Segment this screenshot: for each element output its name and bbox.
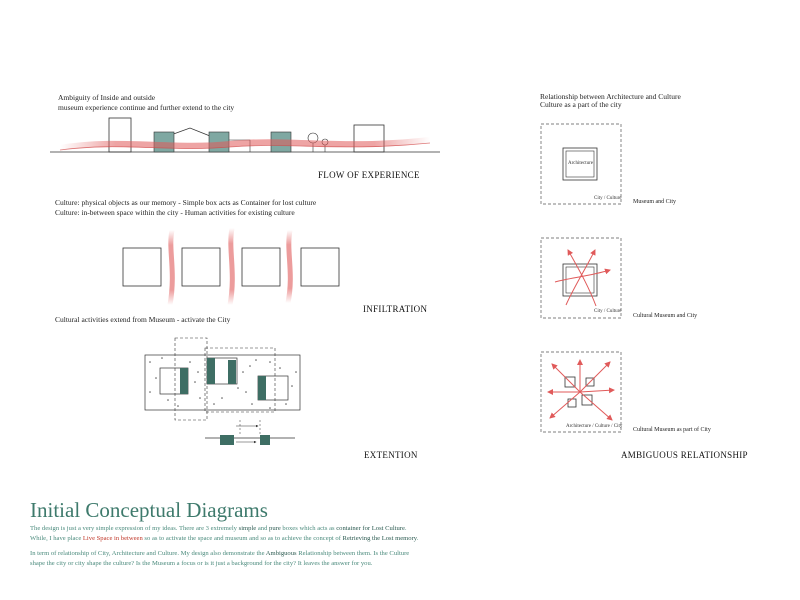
infiltration-band bbox=[230, 228, 232, 305]
extention-note: Cultural activities extend from Museum - activate the City bbox=[55, 315, 231, 324]
roof-line bbox=[168, 128, 210, 136]
infiltration-caption: INFILTRATION bbox=[363, 304, 428, 314]
box1-label: Museum and City bbox=[633, 199, 676, 205]
box3-label: Cultural Museum as part of City bbox=[633, 427, 711, 433]
museum-box-dark bbox=[258, 376, 266, 400]
building-outline bbox=[354, 125, 384, 152]
relationship-header-2: Culture as a part of the city bbox=[540, 100, 622, 109]
relationship-caption: AMBIGUOUS RELATIONSHIP bbox=[621, 450, 748, 460]
extention-caption: EXTENTION bbox=[364, 450, 418, 460]
extention-diagram bbox=[145, 338, 300, 445]
culture-box bbox=[123, 248, 161, 286]
box1-inner-label: Architecture bbox=[568, 161, 593, 166]
page-title: Initial Conceptual Diagrams bbox=[30, 498, 268, 522]
flow-note-2: museum experience continue and further extend to the city bbox=[58, 103, 235, 112]
relationship-diagram-2 bbox=[541, 238, 621, 318]
box2-label: Cultural Museum and City bbox=[633, 313, 698, 319]
description-line-4: shape the city or city shape the culture? Is the Museum a focus or is it just a background for the city? It leaves the answer for you. bbox=[30, 560, 373, 567]
box3-corner-label: Architecture / Culture / City bbox=[566, 424, 623, 429]
flow-arrow bbox=[566, 250, 595, 305]
infiltration-band bbox=[288, 230, 290, 303]
culture-box bbox=[242, 248, 280, 286]
museum-box-dark bbox=[207, 358, 215, 384]
museum-box-dark bbox=[228, 360, 236, 384]
culture-box bbox=[301, 248, 339, 286]
box2-corner-label: City / Culture bbox=[594, 309, 622, 314]
infiltration-note-2: Culture: in-between space within the city - Human activities for existing culture bbox=[55, 208, 295, 217]
description-line-1: The design is just a very simple expression of my ideas. There are 3 extremely simple and pure boxes which acts as container for Lost Culture. bbox=[30, 525, 407, 532]
relationship-header-1: Relationship between Architecture and Culture bbox=[540, 92, 681, 101]
infiltration-band bbox=[170, 230, 172, 305]
infiltration-diagram bbox=[123, 228, 339, 305]
box1-corner-label: City / Culture bbox=[594, 196, 622, 201]
infiltration-note-1: Culture: physical objects as our memory - Simple box acts as Container for lost culture bbox=[55, 198, 317, 207]
description-line-2: While, I have place Live Space in between so as to activate the space and museum and so as to achieve the concept of Retrieving the Lost memory. bbox=[30, 535, 419, 542]
site-outline bbox=[145, 355, 300, 410]
flow-note-1: Ambiguity of Inside and outside bbox=[58, 93, 156, 102]
description-line-3: In term of relationship of City, Architecture and Culture. My design also demonstrate the Ambiguous Relationship between them. Is the Culture bbox=[30, 550, 410, 557]
flow-diagram bbox=[50, 118, 440, 152]
relationship-diagram-3 bbox=[541, 352, 621, 432]
culture-box bbox=[182, 248, 220, 286]
flow-caption: FLOW OF EXPERIENCE bbox=[318, 170, 420, 180]
museum-box-dark bbox=[180, 368, 188, 394]
activity-dots bbox=[149, 357, 297, 409]
